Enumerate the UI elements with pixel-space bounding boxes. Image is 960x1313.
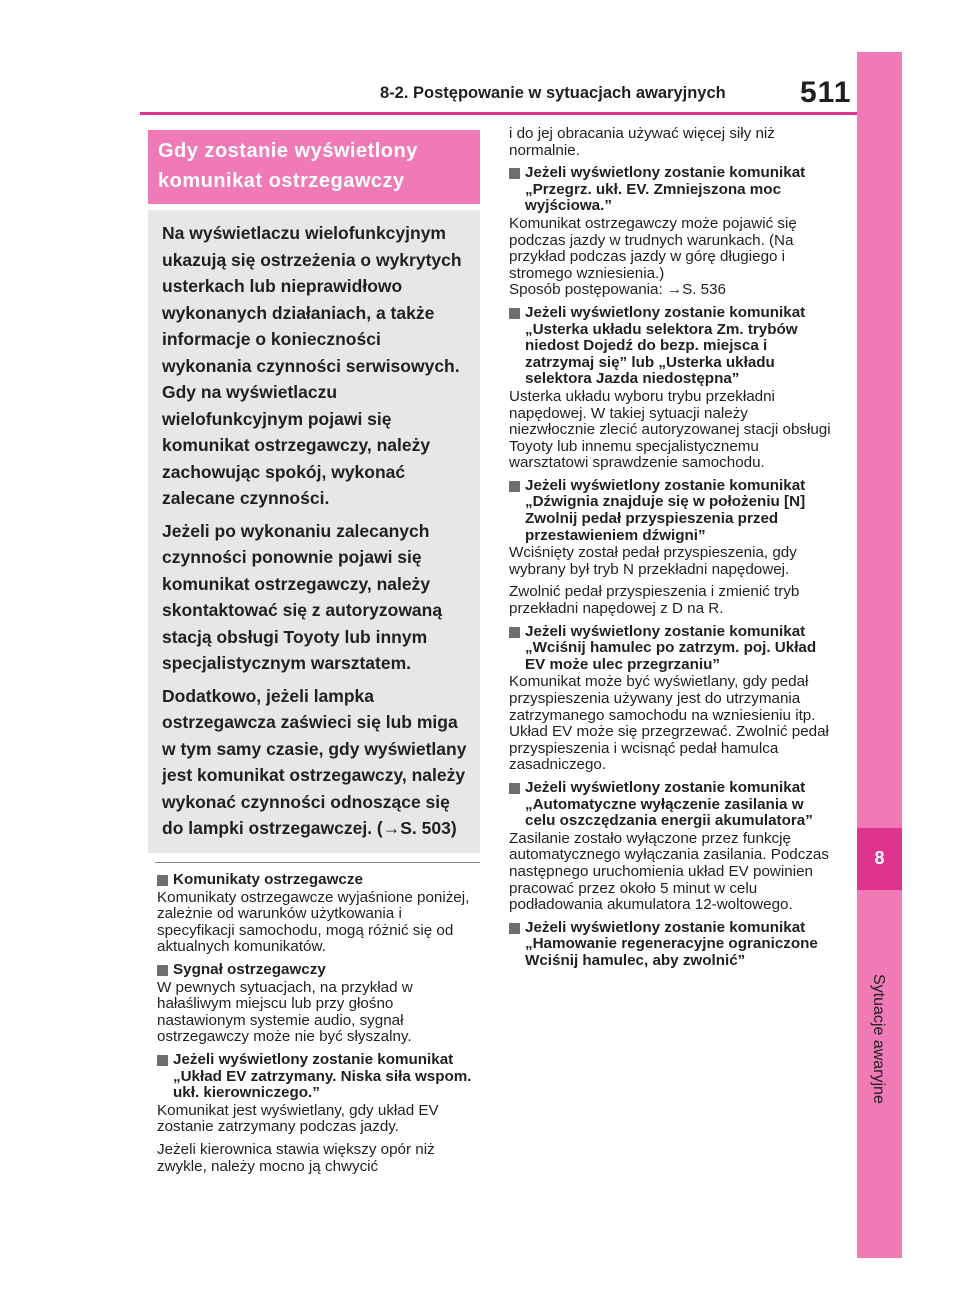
- chapter-label-text: Sytuacje awaryjne: [870, 974, 887, 1104]
- square-bullet-icon: [509, 783, 520, 794]
- subheading-text: Komunikaty ostrzegawcze: [173, 871, 363, 888]
- body-paragraph: Zasilanie zostało wyłączone przez funkcję automatycznego wyłączania zasilania. Podczas następnego uruchomienia układ EV powinien pracować przez około 5 minut w celu podładowania akumulatora 12-woltowego.: [509, 829, 829, 914]
- section-banner: [148, 130, 480, 204]
- subheading: [157, 962, 479, 979]
- subheading-text: Jeżeli wyświetlony zostanie komunikat „Wciśnij hamulec po zatrzym. poj. Układ EV może ulec przegrzaniu”: [525, 622, 817, 673]
- square-bullet-icon: [157, 1055, 168, 1066]
- subheading: [157, 872, 479, 889]
- section-divider: [155, 862, 480, 863]
- subheading-text: Jeżeli wyświetlony zostanie komunikat „Przegrz. ukł. EV. Zmniejszona moc wyjściowa.”: [525, 164, 806, 215]
- subheading-text: Sygnał ostrzegawczy: [173, 960, 326, 978]
- banner-line-1: Gdy zostanie wyświetlony: [158, 140, 418, 162]
- section-header-title: 8-2. Postępowanie w sytuacjach awaryjnych: [380, 84, 726, 102]
- right-column: [509, 126, 831, 971]
- subheading: [509, 624, 831, 674]
- body-paragraph: Wciśnięty został pedał przyspieszenia, gdy wybrany był tryb N przekładni napędowej.: [509, 544, 797, 578]
- body-paragraph: Usterka układu wyboru trybu przekładni napędowej. W takiej sytuacji należy niezwłocznie zlecić autoryzowanej stacji obsługi Toyoty lub innemu specjalistycznemu warsztatowi sprawdzenie samochodu.: [509, 387, 831, 472]
- square-bullet-icon: [509, 308, 520, 319]
- subheading: [509, 478, 831, 544]
- subheading: [509, 780, 831, 830]
- info-paragraph: Dodatkowo, jeżeli lampka ostrzegawcza zaświeci się lub miga w tym samy czasie, gdy wyświetlany jest komunikat ostrzegawczy, należy wykonać czynności odnoszące się do lampki ostrzegawczej. (→S. 503): [162, 685, 467, 838]
- square-bullet-icon: [509, 481, 520, 492]
- info-paragraph: Jeżeli po wykonaniu zalecanych czynności ponownie pojawi się komunikat ostrzegawczy, należy skontaktować się z autoryzowaną stacją obsługi Toyoty lub innym specjalistycznym warsztatem.: [162, 520, 443, 673]
- body-paragraph: Komunikaty ostrzegawcze wyjaśnione poniżej, zależnie od warunków użytkowania i specyfikacji samochodu, mogą różnić się od aktualnych komunikatów.: [157, 888, 470, 956]
- body-paragraph: Jeżeli kierownica stawia większy opór niż zwykle, należy mocno ją chwycić: [157, 1140, 435, 1175]
- body-paragraph: Komunikat może być wyświetlany, gdy pedał przyspieszenia używany jest do utrzymania zatrzymanego samochodu na wzniesieniu itp. Układ EV może się przegrzewać. Zwolnić pedał przyspieszenia i wcisnąć pedał hamulca zasadniczego.: [509, 673, 829, 774]
- banner-line-2: komunikat ostrzegawczy: [158, 170, 405, 192]
- chapter-label: [867, 974, 893, 1104]
- square-bullet-icon: [509, 923, 520, 934]
- body-paragraph: i do jej obracania używać więcej siły niż normalnie.: [509, 125, 775, 159]
- square-bullet-icon: [157, 875, 168, 886]
- subheading: [157, 1052, 479, 1102]
- square-bullet-icon: [157, 965, 168, 976]
- chapter-number: 8: [874, 848, 885, 868]
- header-rule: [140, 112, 857, 115]
- subheading-text: Jeżeli wyświetlony zostanie komunikat „Usterka układu selektora Zm. trybów niedost Dojedź do bezp. miejsca i zatrzymaj się” lub „Usterka układu selektora Jazda niedostępna”: [525, 303, 806, 388]
- info-paragraph: Na wyświetlaczu wielofunkcyjnym ukazują się ostrzeżenia o wykrytych usterkach lub nieprawidłowo wykonanych działaniach, a także informacje o konieczności wykonania czynności serwisowych. Gdy na wyświetlaczu wielofunkcyjnym pojawi się komunikat ostrzegawczy, należy zachowując spokój, wykonać zalecane czynności.: [162, 223, 462, 508]
- body-paragraph: Zwolnić pedał przyspieszenia i zmienić tryb przekładni napędowej z D na R.: [509, 583, 800, 618]
- subheading: [509, 165, 831, 215]
- info-box: [148, 210, 480, 853]
- body-paragraph: Komunikat ostrzegawczy może pojawić się podczas jazdy w trudnych warunkach. (Na przykład podczas jazdy w górę długiego i stromego wzniesienia.): [509, 214, 797, 282]
- subheading-text: Jeżeli wyświetlony zostanie komunikat „Automatyczne wyłączenie zasilania w celu oszczędzania energii akumulatora”: [525, 778, 813, 830]
- body-paragraph: Komunikat jest wyświetlany, gdy układ EV zostanie zatrzymany podczas jazdy.: [157, 1101, 439, 1136]
- page-number: 511: [800, 76, 852, 109]
- square-bullet-icon: [509, 627, 520, 638]
- left-column: [157, 872, 479, 1181]
- subheading-text: Jeżeli wyświetlony zostanie komunikat „Hamowanie regeneracyjne ograniczone Wciśnij hamulec, aby zwolnić”: [525, 918, 818, 969]
- subheading: [509, 305, 831, 388]
- subheading: [509, 920, 831, 970]
- body-paragraph: W pewnych sytuacjach, na przykład w hałaśliwym miejscu lub przy głośno nastawionym systemie audio, sygnał ostrzegawczy może nie być słyszalny.: [157, 978, 413, 1046]
- page-reference[interactable]: Sposób postępowania: →S. 536: [509, 281, 726, 299]
- subheading-text: Jeżeli wyświetlony zostanie komunikat „Dźwignia znajduje się w położeniu [N] Zwolnij pedał przyspieszenia przed przestawieniem dźwigni”: [525, 476, 806, 544]
- subheading-text: Jeżeli wyświetlony zostanie komunikat „Układ EV zatrzymany. Niska siła wspom. ukł. kierowniczego.”: [173, 1050, 472, 1102]
- square-bullet-icon: [509, 168, 520, 179]
